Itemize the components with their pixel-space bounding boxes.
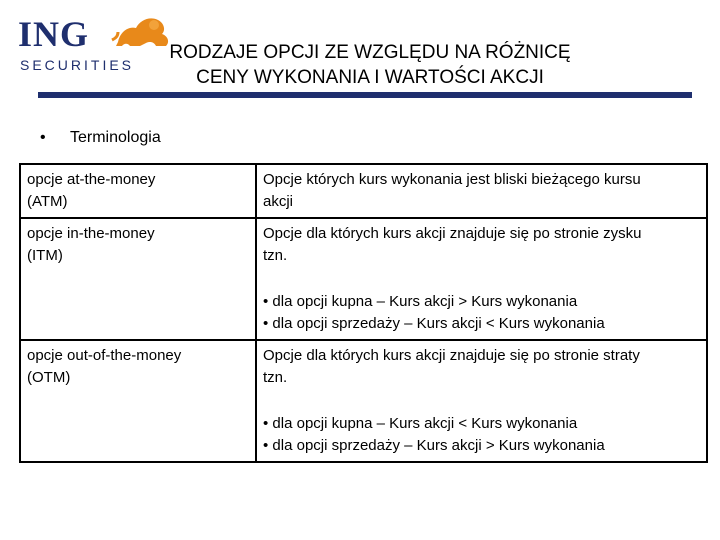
term-cell <box>20 340 256 462</box>
page-title <box>150 40 590 90</box>
title-line-1: RODZAJE OPCJI ZE WZGLĘDU NA RÓŻNICĘ <box>169 42 571 63</box>
term-abbr: (OTM) <box>27 369 71 386</box>
condition-put: • dla opcji sprzedaży – Kurs akcji > Kurs wykonania <box>263 437 605 454</box>
term-cell <box>20 164 256 218</box>
definition-cell <box>256 340 707 462</box>
definition-cell <box>256 164 707 218</box>
condition-put: • dla opcji sprzedaży – Kurs akcji < Kurs wykonania <box>263 315 605 332</box>
term-abbr: (ATM) <box>27 193 68 210</box>
definition-text-cont: tzn. <box>263 369 288 386</box>
term-cell <box>20 218 256 340</box>
bullet-icon: • <box>40 129 46 146</box>
definition-text-cont: akcji <box>263 193 294 210</box>
table-row <box>20 340 707 462</box>
term-name: opcje in-the-money <box>27 225 155 242</box>
title-line-2: CENY WYKONANIA I WARTOŚCI AKCJI <box>196 67 544 88</box>
definition-text: Opcje dla których kurs akcji znajduje się po stronie straty <box>263 347 640 364</box>
definition-text: Opcje dla których kurs akcji znajduje się po stronie zysku <box>263 225 642 242</box>
terminology-table <box>19 163 708 463</box>
condition-call: • dla opcji kupna – Kurs akcji < Kurs wykonania <box>263 415 578 432</box>
definition-cell <box>256 218 707 340</box>
term-name: opcje out-of-the-money <box>27 347 182 364</box>
table-row <box>20 218 707 340</box>
logo-brand: ING <box>18 14 90 54</box>
section-bullet <box>40 128 161 148</box>
bullet-text: Terminologia <box>70 129 161 146</box>
logo-tagline: SECURITIES <box>20 57 135 73</box>
definition-text-cont: tzn. <box>263 247 288 264</box>
table-row <box>20 164 707 218</box>
term-name: opcje at-the-money <box>27 171 156 188</box>
term-abbr: (ITM) <box>27 247 63 264</box>
header-divider <box>38 92 692 98</box>
definition-text: Opcje których kurs wykonania jest bliski bieżącego kursu <box>263 171 641 188</box>
condition-call: • dla opcji kupna – Kurs akcji > Kurs wykonania <box>263 293 578 310</box>
